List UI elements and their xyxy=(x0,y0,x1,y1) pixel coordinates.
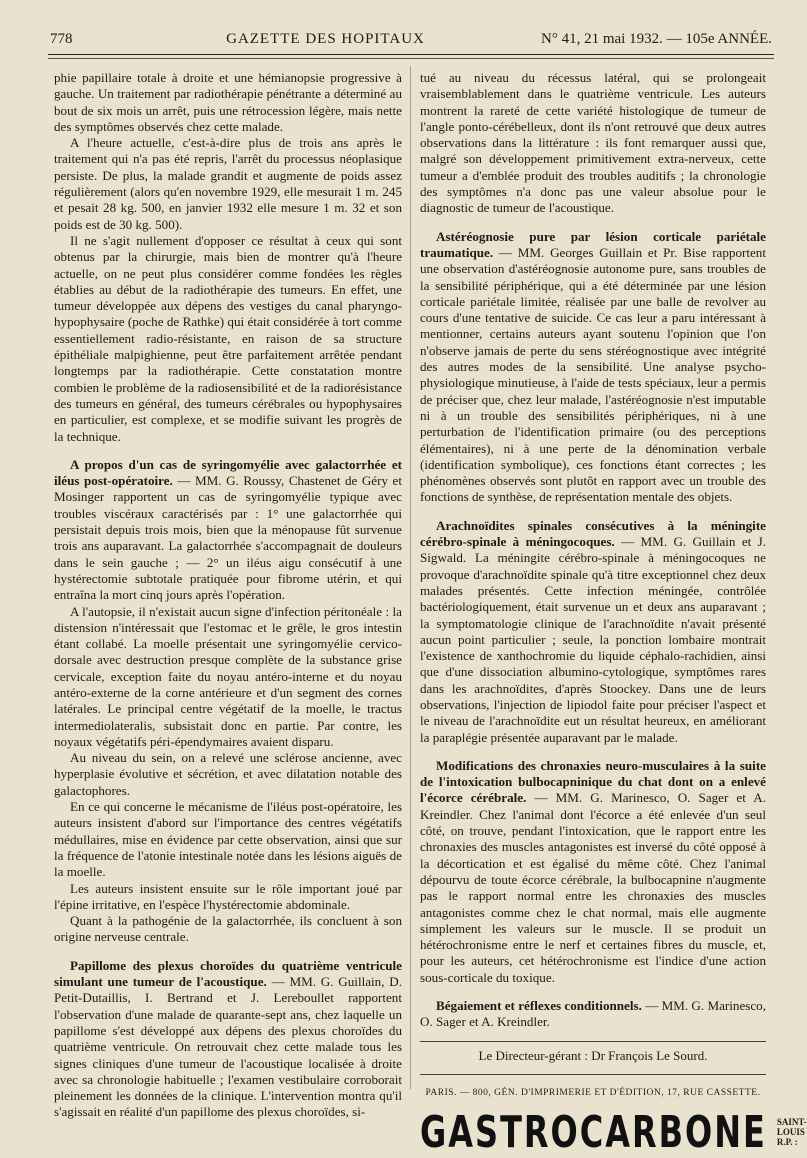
paragraph: rapportent une observation d'astéréognosie autonome pure, sans troubles de la sensibilité périphérique, qui a été déterminée par une lésion corticale pariétale limitée, réalisée par une balle de revolver au cours d'une tentative de suicide. Ce cas leur a paru intéressant à mentionner, certains auteurs ayant soutenu l'opinion que l'on n'observe jamais de perte du sens stéréognostique avec intégrité des autres modes de la sensibilité. Une analyse psycho-physiologique minutieuse, à l'aide de tests spéciaux, leur a permis de préciser que, chez leur malade, l'astéréognosie n'est imputable ni à un trouble des sensibilités périphériques, ni à une perturbation de l'identification primaire (ou des perceptions élémentaires), ni à une perte de la dénomination verbale (identification symbolique), ces fonctions étant correctes ; les phénomènes observés sont plutôt en rapport avec un trouble des fonctions de synthèse, de représentation mentale des objets. xyxy=(420,244,766,505)
article-astereognosie xyxy=(420,229,766,506)
right-column xyxy=(420,70,807,1158)
paragraph: La méningite cérébro-spinale à méningocoques ne provoque d'arachnoïdite spinale qu'à titre exceptionnel chez deux malades présentés. Cette infection méningée, contrôlée bactériologiquement, était survenue un et deux ans auparavant ; la symptomatologie clinique de l'arachnoïdite n'avait présenté aucun point particulier ; seule, la ponction lombaire montrait l'existence de xanthochromie du liquide céphalo-rachidien, ainsi que d'une dissociation albumino-cytologique, symptômes rares dans les arachnoïdites, d'après Stoockey. Dans une de leurs observations, l'injection de lipiodol faite pour préciser l'aspect et le niveau de l'arachnoïdite eut un résultat heureux, en améliorant la paraplégie présentée auparavant par le malade. xyxy=(420,550,766,745)
article-title: Modifications des chronaxies neuro-musculaires à la suite de l'intoxication bulbocapninique du chat dont on a enlevé l'écorce cérébrale. xyxy=(420,757,766,806)
paragraph: phie papillaire totale à droite et une hémianopsie progressive à gauche. Un traitement par radiothérapie pénétrante a déterminé au bout de six mois un arrêt, puis une rétrocession légère, mais nette des symptômes observés chez cette malade. xyxy=(54,70,402,134)
article-authors: — MM. G. Guillain, D. Petit-Dutaillis, I. Bertrand et J. Lereboullet xyxy=(54,974,403,1006)
header-rule xyxy=(48,54,774,55)
footer-rule xyxy=(420,1041,766,1042)
printer-line: PARIS. — 800, GÉN. D'IMPRIMERIE ET D'ÉDITION, 17, RUE CASSETTE. xyxy=(425,1087,761,1098)
article-authors: — MM. G. Marinesco, O. Sager et A. Kreindler. xyxy=(420,998,766,1030)
paragraph: rapportent l'observation d'une malade de quarante-sept ans, chez laquelle un papillome s'est développé aux dépens des plexus choroïdes du quatrième ventricule. On retrouvait chez cette malade tous les signes cliniques d'une tumeur de l'acoustique localisée à droite avec sa chronologie habituelle ; l'examen vestibulaire corroborait pleinement les données de la clinique. L'intervention montra qu'il s'agissait en réalité d'un papillome des plexus choroïdes, si- xyxy=(54,990,402,1120)
article-title: Papillome des plexus choroïdes du quatrième ventricule simulant une tumeur de l'acoustique. xyxy=(54,957,402,990)
article-title: Bégaiement et réflexes conditionnels. xyxy=(436,998,642,1014)
director-line: Le Directeur-gérant : Dr François Le Sourd. xyxy=(478,1047,708,1063)
left-column xyxy=(54,70,402,1121)
paragraph: A l'heure actuelle, c'est-à-dire plus de trois ans après le traitement qui n'a pas été repris, l'arrêt du processus néoplasique persiste. De plus, la malade grandit et augmente de poids assez régulièrement (alors qu'en novembre 1929, elle mesurait 1 m. 245 et pesait 28 kg. 500, en janvier 1932 elle mesure 1 m. 32 et son poids est de 30 kg. 500). xyxy=(54,135,402,232)
article-arachnoidites xyxy=(420,518,766,746)
header-rule-thin xyxy=(48,58,774,59)
ad-brand: GASTROCARBONE xyxy=(420,1106,767,1158)
footer-rule xyxy=(420,1074,766,1075)
page-number: 778 xyxy=(50,30,73,47)
journal-title: GAZETTE DES HOPITAUX xyxy=(226,30,425,47)
article-authors: — MM. G. Marinesco, O. Sager et A. Kreindler. xyxy=(420,790,766,822)
article-chronaxies xyxy=(420,758,766,986)
article-begaiement xyxy=(420,998,766,1031)
paragraph: Il ne s'agit nullement d'opposer ce résultat à ceux qui sont obtenus par la chirurgie, mais bien de montrer qu'à l'heure actuelle, on ne peut plus considérer comme fondées les règles établies au début de la radiothérapie des tumeurs. En effet, une tumeur développée aux dépens des vestiges du canal pharyngo-hypophysaire (poche de Rathke) qui était considérée à tort comme essentiellement radio-résistante, en raison de sa structure épithéliale malpighienne, peut être parfaitement arrêtée pendant longtemps par la radiothérapie. Cette constatation montre combien le problème de la radiosensibilité et de la radiorésistance des tumeurs en général, des tumeurs cérébrales ou hypophysaires en particulier, est complexe, et se modifie suivant les progrès de la technique. xyxy=(54,232,402,444)
ad-maker: SAINT-LOUIS R.P. : xyxy=(776,1117,807,1148)
article-title: Astéréognosie pure par lésion corticale pariétale traumatique. xyxy=(420,228,766,260)
issue-info: N° 41, 21 mai 1932. — 105e ANNÉE. xyxy=(541,30,772,47)
article-title: Arachnoïdites spinales consécutives à la méningite cérébro-spinale à méningocoques. xyxy=(420,517,766,550)
article-papillome xyxy=(54,958,402,1121)
paragraph: Quant à la pathogénie de la galactorrhée, ils concluent à son origine nerveuse centrale. xyxy=(54,913,402,945)
article-authors: — MM. Georges Guillain et Pr. Bise xyxy=(498,244,707,260)
paragraph: Chez l'animal dont l'écorce a été enlevée d'un seul côté, on trouve, pendant l'intoxication, que le rapport entre les chronaxies des muscles antagonistes est inversé du côté opposé à la décortication et est égalisé du même côté. Chez l'animal dépourvu de toute écorce cérébrale, la bulbocapnine n'augmente pas le rapport normal entre les chronaxies des muscles antagonistes comme chez le chat normal, mais elle augmente simplement les valeurs sur le muscle. Il se produit un hétérochronisme entre le nerf et certaines fibres du muscle, et, pour les auteurs, cet hétérochronisme est l'indice d'une action sous-corticale du toxique. xyxy=(420,806,766,985)
article-authors: — MM. G. Guillain et J. Sigwald. xyxy=(420,534,766,566)
paragraph: A l'autopsie, il n'existait aucun signe d'infection péritonéale : la distension n'intéressait que l'estomac et le grêle, le gros intestin étant collabé. La moelle présentait une syringomyélie cervico-dorsale avec destruction presque complète de la substance grise cervicale, exception faite du noyau antéro-interne et du noyau antéro-externe de la corne antérieure et d'un segment des cornes latérales. Le principal centre végétatif de la moelle, le tractus intermediolateralis, subsistait donc en partie. Par contre, les noyaux végétatifs péri-épendymaires avaient disparu. xyxy=(54,603,402,749)
paragraph: Au niveau du sein, on a relevé une sclérose ancienne, avec hyperplasie évolutive et sécrétion, et avec dilatation notable des galactophores. xyxy=(54,750,402,798)
advertisement xyxy=(420,1106,807,1158)
column-divider xyxy=(410,66,411,1089)
page-header xyxy=(50,28,772,50)
article-syringomyelie xyxy=(54,457,402,604)
paragraph: Les auteurs insistent ensuite sur le rôle important joué par l'épine irritative, en l'espèce l'hystérectomie abdominale. xyxy=(54,880,402,912)
paragraph: rapportent un cas de syringomyélie typique avec troubles viscéraux caractérisés par : 1° une galactorrhée qui persistait depuis trois mois, bien que la ménopause fût survenue trois ans auparavant. La galactorrhée s'accompagnait de douleurs dans le sein gauche ; — 2° un iléus aigu consécutif à une hystérectomie subtotale pratiquée pour fibrome utérin, et qui entraîna la mort cinq jours après l'opération. xyxy=(54,489,402,603)
article-authors: — MM. G. Roussy, Chastenet de Géry et Mosinger xyxy=(54,473,403,505)
article-title: A propos d'un cas de syringomyélie avec galactorrhée et iléus post-opératoire. xyxy=(54,456,402,489)
paragraph: En ce qui concerne le mécanisme de l'iléus post-opératoire, les auteurs insistent d'abord sur l'importance des centres végétatifs médullaires, mise en évidence par cette observation, ainsi que sur la fréquence de l'atonie intestinale notée dans les lésions aiguës de la moelle. xyxy=(54,799,402,880)
paragraph: tué au niveau du récessus latéral, qui se prolongeait vraisemblablement dans le quatrième ventricule. Les auteurs montrent la rareté de cette variété histologique de tumeur de l'angle ponto-cérébelleux, dont ils n'ont retrouvé que deux autres observations dans la littérature : ils font remarquer aussi que, malgré son développement primitivement extra-nerveux, cette tumeur a d'emblée produit des troubles auditifs ; la chronologie des symptômes n'a donc pas une valeur absolue pour le diagnostic de tumeur de l'acoustique. xyxy=(420,70,766,216)
